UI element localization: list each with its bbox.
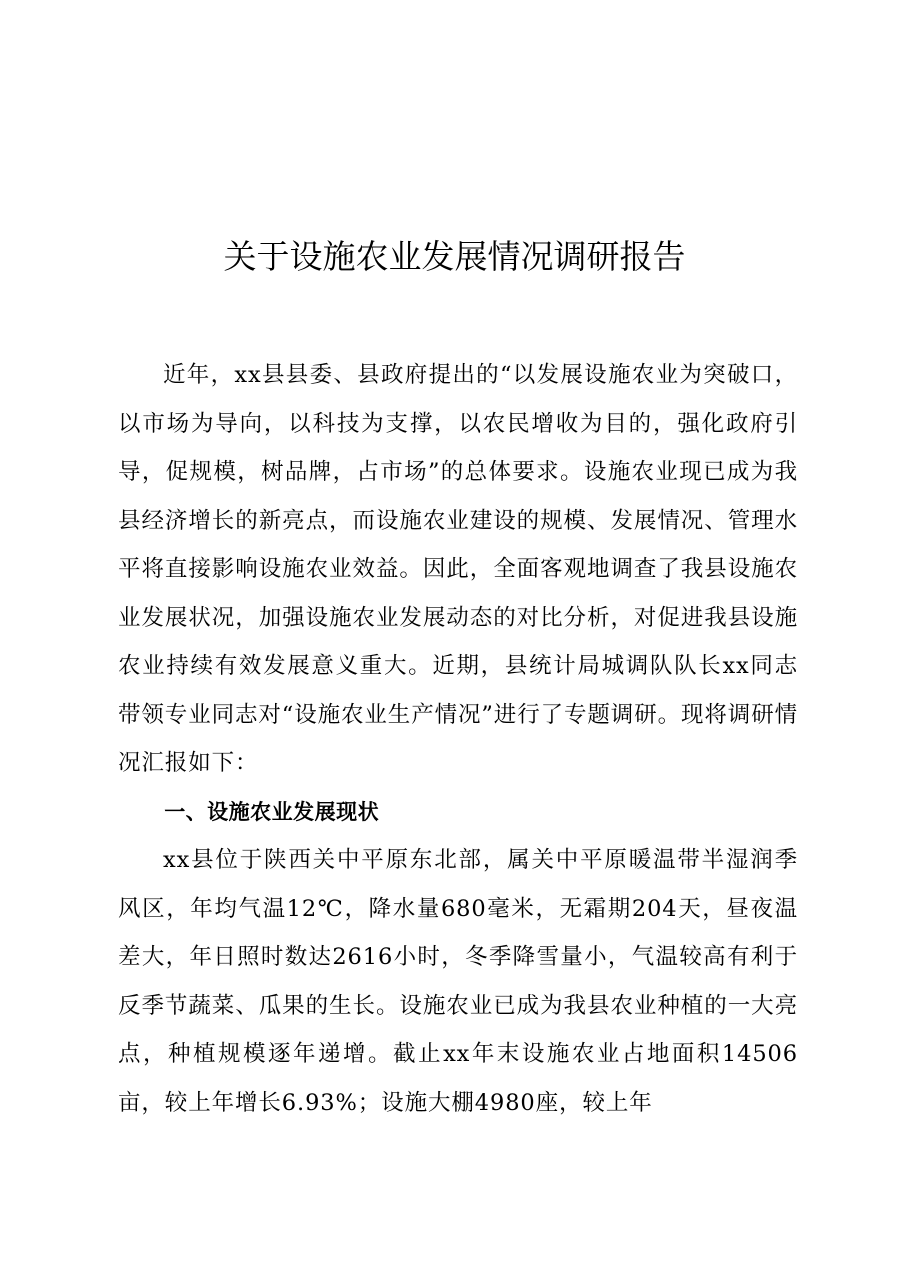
document-title: 关于设施农业发展情况调研报告: [223, 237, 686, 276]
section-paragraph: xx县位于陕西关中平原东北部，属关中平原暖温带半湿润季风区，年均气温12℃，降水量680毫米，无霜期204天，昼夜温差大，年日照时数达2616小时，冬季降雪量小，气温较高有利于反季节蔬菜、瓜果的生长。设施农业已成为我县农业种植的一大亮点，种植规模逐年递增。截止xx年末设施农业占地面积14506亩，较上年增长6.93%；设施大棚4980座，较上年: [118, 847, 798, 1116]
intro-paragraph: 近年，xx县县委、县政府提出的“以发展设施农业为突破口，以市场为导向，以科技为支撑，以农民增收为目的，强化政府引导，促规模，树品牌，占市场”的总体要求。设施农业现已成为我县经济增长的新亮点，而设施农业建设的规模、发展情况、管理水平将直接影响设施农业效益。因此，全面客观地调查了我县设施农业发展状况，加强设施农业发展动态的对比分析，对促进我县设施农业持续有效发展意义重大。近期，县统计局城调队队长xx同志带领专业同志对“设施农业生产情况”进行了专题调研。现将调研情况汇报如下：: [118, 362, 799, 776]
section-heading: 一、设施农业发展现状: [164, 799, 380, 824]
document-body: [118, 351, 798, 1127]
